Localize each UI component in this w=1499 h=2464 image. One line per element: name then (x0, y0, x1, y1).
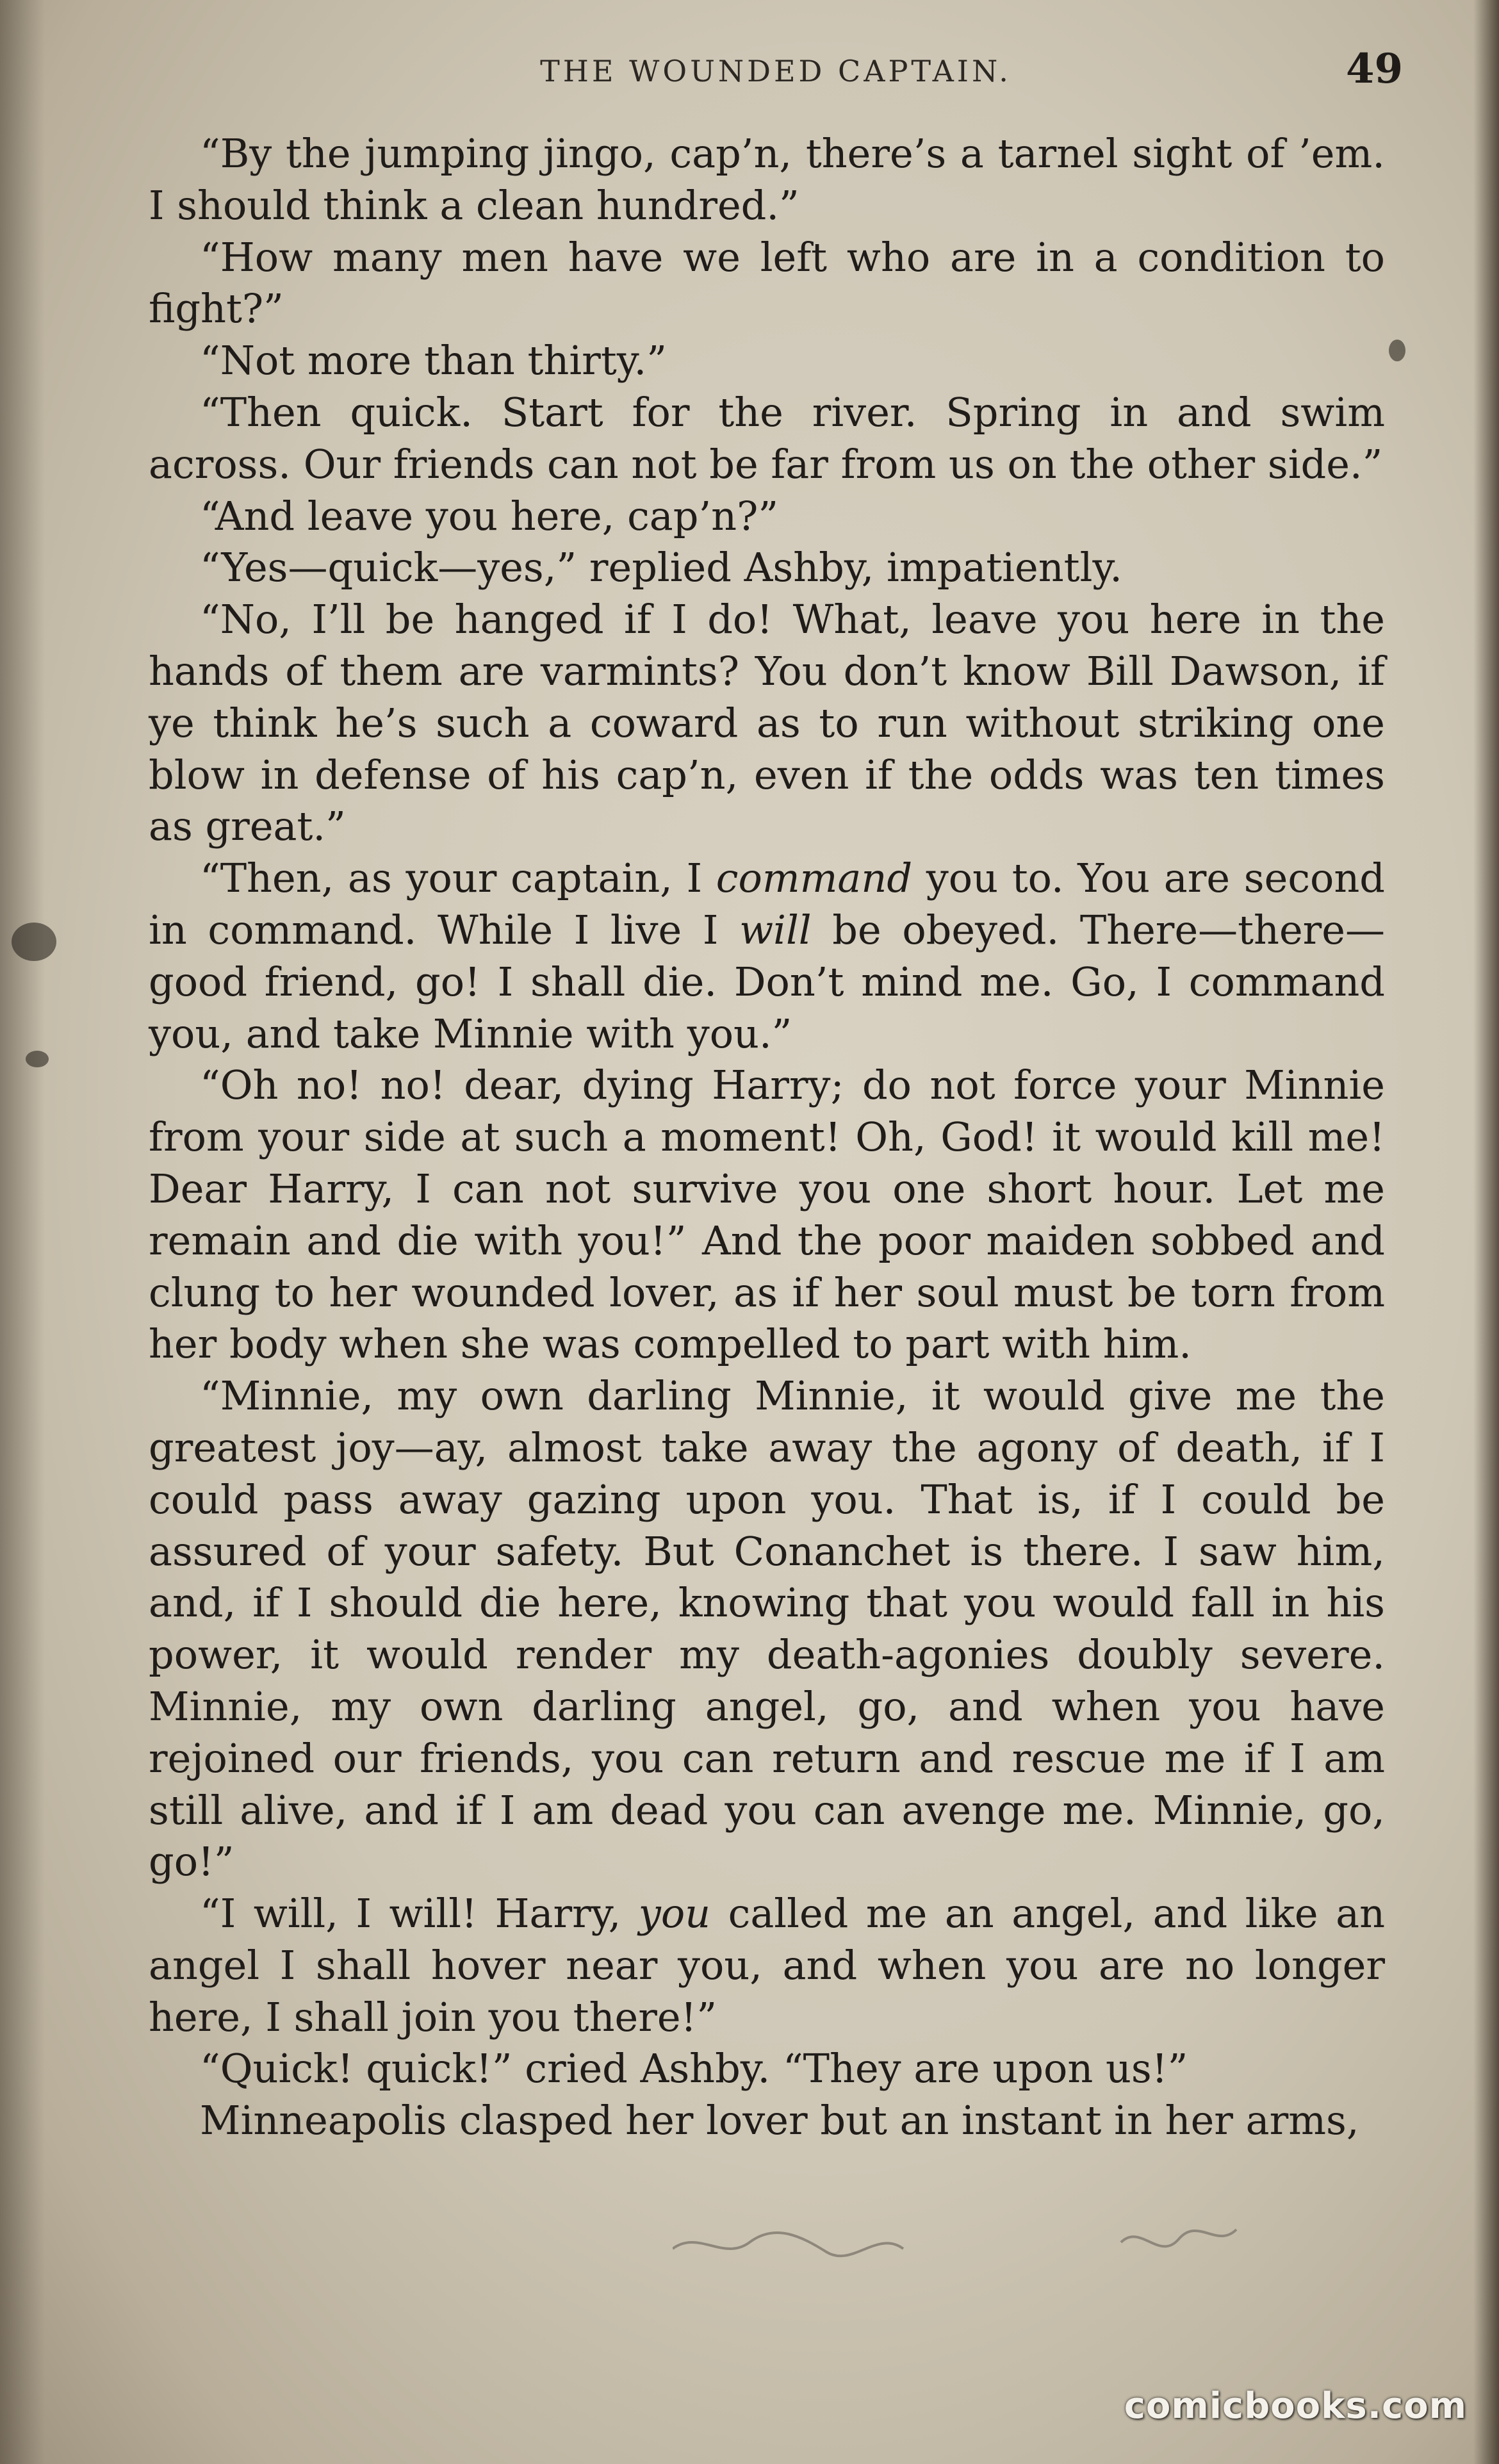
paragraph: “Yes—quick—yes,” replied Ashby, impatiently. (200, 544, 1122, 591)
paragraph (149, 853, 1385, 1060)
paragraph: “No, I’ll be hanged if I do! What, leave you here in the hands of them are varmints? You don’t know Bill Dawson, if ye think he’s such a coward as to run without striking one blow in defense of his cap’n, even if the odds was ten times as great.” (149, 596, 1385, 850)
paragraph: Minneapolis clasped her lover but an instant in her arms, (200, 2097, 1359, 2144)
paragraph: “By the jumping jingo, cap’n, there’s a tarnel sight of ’em. I should think a clean hundred.” (149, 130, 1385, 229)
running-title: THE WOUNDED CAPTAIN. (540, 54, 1012, 88)
text-run: you to. You are second in command. While I live I (149, 855, 1385, 953)
paragraph: “And leave you here, cap’n?” (200, 492, 779, 539)
paragraph: “Not more than thirty.” (200, 337, 667, 384)
text-run: “I will, I will! Harry, (200, 1890, 639, 1937)
paragraph: “How many men have we left who are in a condition to fight?” (149, 233, 1385, 333)
paragraph: “Oh no! no! dear, dying Harry; do not force your Minnie from your side at such a moment! Oh, God! it would kill me! Dear Harry, I can not survive you one short hour. Let me remain and die with you!” And the poor maiden sobbed and clung to her wounded lover, as if her soul must be torn from her body when she was compelled to part with him. (149, 1062, 1385, 1368)
page-header (149, 40, 1403, 97)
page-body-text (149, 128, 1385, 2147)
paragraph: “Minnie, my own darling Minnie, it would give me the greatest joy—ay, almost take away the agony of death, if I could pass away gazing upon you. That is, if I could be assured of your safety. But Conanchet is there. I saw him, and, if I should die here, knowing that you would fall in his power, it would render my death-agonies doubly severe. Minnie, my own darling angel, go, and when you have rejoined our friends, you can return and rescue me if I am still alive, and if I am dead you can avenge me. Minnie, go, go!” (149, 1372, 1385, 1885)
pencil-marks (673, 2204, 1313, 2281)
emphasized-text: will (739, 906, 812, 953)
paragraph (149, 1888, 1385, 2043)
paragraph: “Then quick. Start for the river. Spring in and swim across. Our friends can not be far from us on the other side.” (149, 388, 1385, 488)
text-run: be obeyed. There—there—good friend, go! I shall die. Don’t mind me. Go, I command you, and take Minnie with you.” (149, 906, 1386, 1057)
paragraph: “Quick! quick!” cried Ashby. “They are upon us!” (200, 2045, 1188, 2092)
emphasized-text: you (638, 1890, 711, 1937)
emphasized-text: command (716, 855, 913, 902)
ink-stain (1389, 340, 1405, 361)
watermark: comicbooks.com (1124, 2385, 1467, 2427)
ink-stain (26, 1051, 49, 1067)
text-run: called me an angel, and like an angel I shall hover near you, and when you are no longer here, I shall join you there!” (149, 1890, 1385, 2041)
page-number: 49 (1345, 45, 1403, 93)
text-run: “Then, as your captain, I (200, 855, 716, 902)
ink-stain (12, 923, 56, 961)
